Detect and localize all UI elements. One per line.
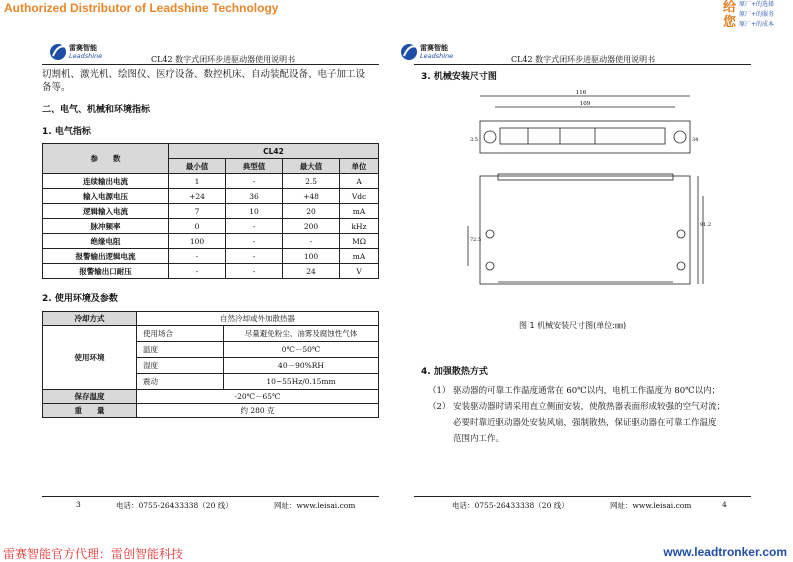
front-view-body [480, 176, 690, 284]
agent-website-link[interactable]: www.leadtronker.com [663, 545, 787, 559]
slogan-item-1: 原厂+的选择 [739, 1, 775, 8]
mount-hole [484, 131, 496, 143]
electrical-spec-table [42, 143, 379, 279]
left-page-number: 3 [76, 500, 81, 509]
env-label: 使用环境 [43, 326, 137, 390]
table-row [43, 249, 379, 264]
env-key: 温度 [137, 342, 224, 358]
leadshine-logo-left [49, 42, 109, 60]
right-header-title: CL42 数字式闭环步进驱动器使用说明书 [511, 55, 656, 64]
slogan-char-1: 给 [723, 0, 737, 15]
row-label: 脉冲频率 [43, 219, 169, 234]
logo-cn-text: 雷赛智能 [69, 44, 97, 52]
slogan-item-3: 原厂+的成本 [739, 21, 775, 28]
cell-unit: mA [340, 204, 379, 219]
subsection-3-heading: 3. 机械安装尺寸图 [421, 72, 497, 82]
subsection-1-heading: 1. 电气指标 [42, 127, 91, 137]
logo-en-text: Leadshine [420, 52, 454, 60]
cell-typ: - [226, 234, 283, 249]
intro-line-2: 备等。 [42, 82, 71, 93]
col-max: 最大值 [283, 159, 340, 174]
cooling-item-1: （1） 驱动器的可靠工作温度通常在 60℃以内，电机工作温度为 80℃以内； [428, 386, 721, 396]
mount-hole [677, 230, 685, 238]
weight-value: 约 280 克 [137, 404, 379, 418]
dim-label-3-5: 3.5 [470, 137, 478, 143]
mechanical-dimension-drawing [460, 86, 710, 296]
right-page-number: 4 [722, 500, 727, 509]
row-label: 报警输出口耐压 [43, 264, 169, 279]
mount-hole [486, 262, 494, 270]
cell-unit: mA [340, 249, 379, 264]
dim-label-109: 109 [579, 101, 591, 107]
left-website: 网址：www.leisai.com [274, 501, 356, 510]
table-row [43, 204, 379, 219]
leadshine-logo-right [400, 42, 460, 60]
leadshine-mark-icon [400, 42, 420, 62]
storage-label: 保存温度 [43, 390, 137, 404]
leadshine-mark-icon [49, 42, 69, 62]
cell-unit: kHz [340, 219, 379, 234]
row-label: 连续输出电流 [43, 174, 169, 189]
cell-min: - [169, 249, 226, 264]
cell-max: 2.5 [283, 174, 340, 189]
env-value: 10~55Hz/0.15mm [224, 374, 379, 390]
cell-min: 1 [169, 174, 226, 189]
left-footer-rule [42, 496, 379, 497]
cooling-label: 冷却方式 [43, 312, 137, 326]
right-website: 网址：www.leisai.com [610, 501, 692, 510]
cooling-value: 自然冷却或外加散热器 [137, 312, 379, 326]
intro-line-1: 切割机、激光机、绘图仪、医疗设备、数控机床、自动装配设备、电子加工设 [42, 69, 366, 80]
cell-max: - [283, 234, 340, 249]
cell-unit: A [340, 174, 379, 189]
env-key: 使用场合 [137, 326, 224, 342]
cell-min: 7 [169, 204, 226, 219]
cell-max: 200 [283, 219, 340, 234]
cooling-item-2-cont-2: 范围内工作。 [453, 434, 505, 444]
cell-typ: - [226, 249, 283, 264]
logo-en-text: Leadshine [69, 52, 103, 60]
row-label: 报警输出逻辑电流 [43, 249, 169, 264]
env-value: 0℃－50℃ [224, 342, 379, 358]
distributor-banner: Authorized Distributor of Leadshine Technology [4, 1, 279, 15]
table-row [43, 234, 379, 249]
right-phone: 电话：0755-26433338（20 线） [452, 501, 569, 510]
slogan-char-2: 您 [723, 15, 737, 30]
top-view-body [480, 121, 690, 153]
env-key: 震动 [137, 374, 224, 390]
weight-label: 重 量 [43, 404, 137, 418]
table-row [43, 264, 379, 279]
cell-max: 20 [283, 204, 340, 219]
cell-min: +24 [169, 189, 226, 204]
dim-label-116: 116 [575, 90, 587, 96]
cell-max: 24 [283, 264, 340, 279]
cell-min: 0 [169, 219, 226, 234]
col-unit: 单位 [340, 159, 379, 174]
param-header: 参 数 [43, 144, 169, 174]
model-header: CL42 [169, 144, 379, 159]
top-view-connector [500, 128, 665, 144]
cell-typ: - [226, 219, 283, 234]
row-label: 逻辑输入电流 [43, 204, 169, 219]
left-phone: 电话：0755-26433338（20 线） [116, 501, 233, 510]
table-row [43, 174, 379, 189]
env-value: 尽量避免粉尘、油雾及腐蚀性气体 [224, 326, 379, 342]
mount-hole [674, 131, 686, 143]
cell-max: +48 [283, 189, 340, 204]
subsection-4-heading: 4. 加强散热方式 [421, 367, 488, 377]
cell-typ: 36 [226, 189, 283, 204]
environment-table [42, 311, 379, 418]
cell-min: 100 [169, 234, 226, 249]
cooling-item-2-cont-1: 必要时靠近驱动器处安装风扇，强制散热，保证驱动器在可靠工作温度 [453, 418, 717, 428]
figure-caption: 图 1 机械安装尺寸图(单位:㎜) [519, 321, 627, 330]
cell-unit: MΩ [340, 234, 379, 249]
table-row [43, 189, 379, 204]
cell-typ: - [226, 174, 283, 189]
logo-cn-text: 雷赛智能 [420, 44, 448, 52]
cooling-item-2: （2） 安装驱动器时请采用直立侧面安装，使散热器表面形成较强的空气对流； [428, 402, 726, 412]
cell-max: 100 [283, 249, 340, 264]
dim-label-91-2: 91.2 [700, 222, 712, 228]
cell-min: - [169, 264, 226, 279]
brand-slogan-logo [723, 0, 787, 36]
dim-label-34: 34 [692, 137, 699, 143]
table-row [43, 219, 379, 234]
cell-unit: V [340, 264, 379, 279]
mount-hole [677, 262, 685, 270]
cell-typ: 10 [226, 204, 283, 219]
right-footer-rule [414, 496, 751, 497]
section-2-heading: 二、电气、机械和环境指标 [42, 105, 151, 115]
right-header-rule [414, 64, 751, 65]
slogan-item-2: 原厂+的服务 [739, 11, 775, 18]
left-header-rule [42, 64, 379, 65]
row-label: 绝缘电阻 [43, 234, 169, 249]
cell-typ: - [226, 264, 283, 279]
subsection-2-heading: 2. 使用环境及参数 [42, 294, 118, 304]
official-agent-text: 雷赛智能官方代理：雷创智能科技 [3, 547, 184, 561]
storage-value: -20℃－65℃ [137, 390, 379, 404]
env-key: 湿度 [137, 358, 224, 374]
row-label: 输入电源电压 [43, 189, 169, 204]
col-min: 最小值 [169, 159, 226, 174]
col-typ: 典型值 [226, 159, 283, 174]
mount-hole [486, 230, 494, 238]
dim-label-72-5: 72.5 [470, 237, 482, 243]
cell-unit: Vdc [340, 189, 379, 204]
env-value: 40－90%RH [224, 358, 379, 374]
left-header-title: CL42 数字式闭环步进驱动器使用说明书 [151, 55, 296, 64]
